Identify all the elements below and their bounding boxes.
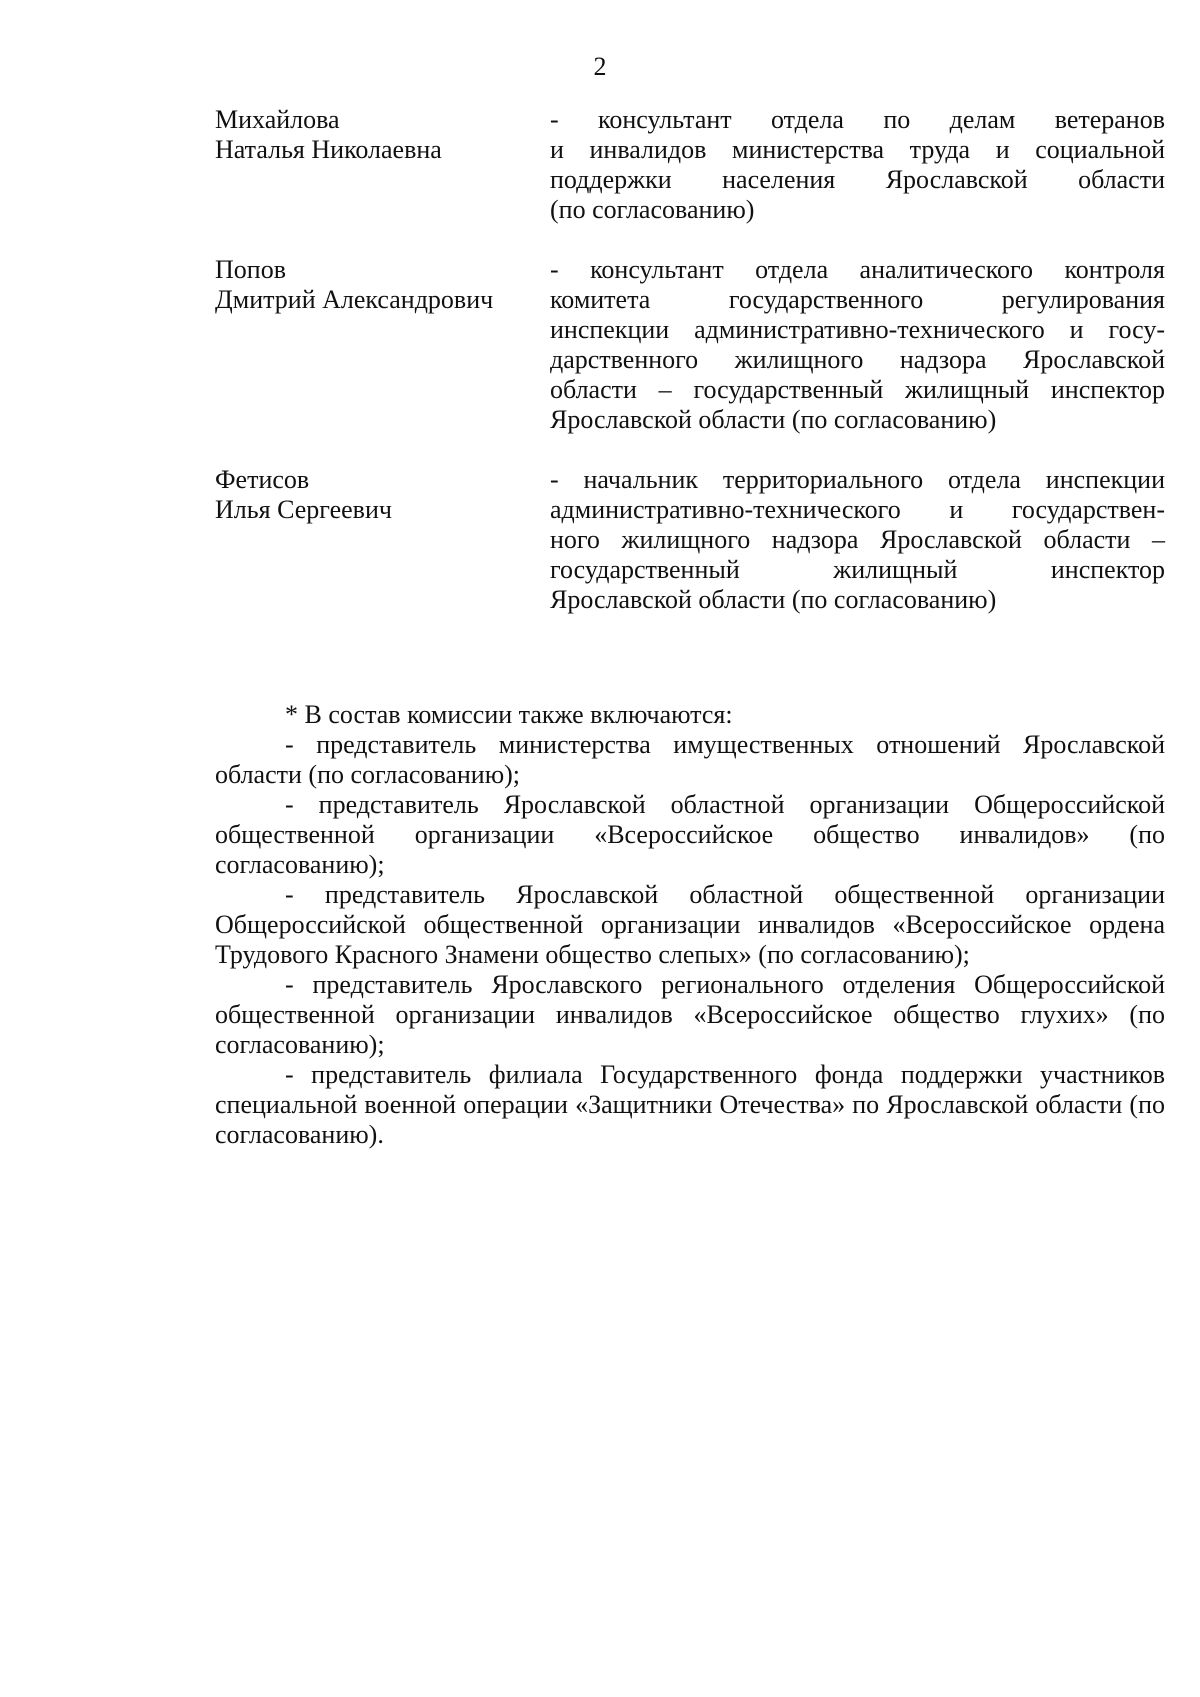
member-surname: Попов (215, 255, 286, 284)
member-role (550, 105, 1165, 225)
role-line: области – государственный жилищный инспектор (550, 375, 1165, 404)
member-role (550, 255, 1165, 435)
role-line: - консультант отдела по делам ветеранов (550, 105, 1165, 134)
role-line: дарственного жилищного надзора Ярославской (550, 345, 1165, 374)
member-given-names: Дмитрий Александрович (215, 285, 494, 314)
role-line: поддержки населения Ярославской области (550, 165, 1165, 194)
role-line: ного жилищного надзора Ярославской области – (550, 525, 1165, 554)
role-line: административно-технического и государствен- (550, 495, 1165, 524)
member-surname: Михайлова (215, 105, 340, 134)
page-number: 2 (593, 52, 607, 81)
member-surname: Фетисов (215, 465, 310, 494)
role-line: и инвалидов министерства труда и социальной (550, 135, 1165, 164)
member-given-names: Илья Сергеевич (215, 495, 392, 524)
note-item: - представитель министерства имущественных отношений Ярославской области (по согласованию); (215, 730, 1165, 789)
role-line: комитета государственного регулирования (550, 285, 1165, 314)
member-name (215, 105, 535, 165)
role-line: - начальник территориального отдела инспекции (550, 465, 1165, 494)
note-item: - представитель Ярославской областной общественной организации Общероссийской общественной организации инвалидов «Всероссийское ордена Трудового Красного Знамени общество слепых» (по согласованию); (215, 880, 1165, 969)
note-item: - представитель Ярославского регионального отделения Общероссийской общественной организации инвалидов «Всероссийское общество глухих» (по согласованию); (215, 970, 1165, 1059)
role-line: Ярославской области (по согласованию) (550, 585, 997, 614)
member-name (215, 255, 535, 315)
note-item: - представитель Ярославской областной организации Общероссийской общественной организации «Всероссийское общество инвалидов» (по согласованию); (215, 790, 1165, 879)
role-line: Ярославской области (по согласованию) (550, 405, 997, 434)
member-name (215, 465, 535, 525)
member-given-names: Наталья Николаевна (215, 135, 442, 164)
member-role (550, 465, 1165, 615)
role-line: (по согласованию) (550, 195, 755, 224)
note-item: - представитель филиала Государственного фонда поддержки участников специальной военной операции «Защитники Отечества» по Ярославской области (по согласованию). (215, 1060, 1165, 1149)
role-line: государственный жилищный инспектор (550, 555, 1165, 584)
role-line: - консультант отдела аналитического контроля (550, 255, 1165, 284)
role-line: инспекции административно-технического и госу- (550, 315, 1165, 344)
note-intro: * В состав комиссии также включаются: (285, 700, 733, 729)
commission-note (215, 700, 1165, 1150)
